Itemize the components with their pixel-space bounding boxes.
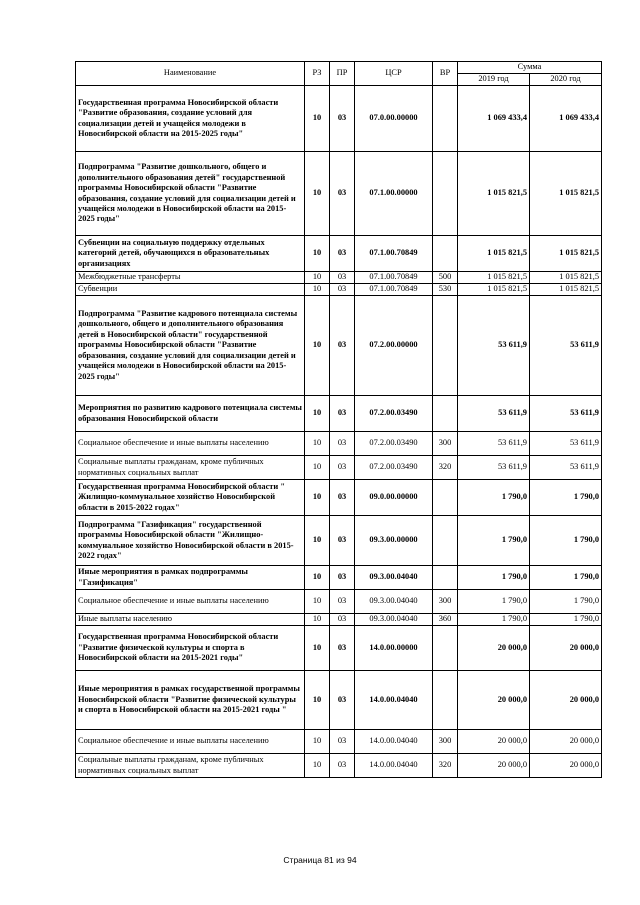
row-rz: 10 xyxy=(305,456,330,480)
row-csr: 09.0.00.00000 xyxy=(355,480,433,516)
row-sum-2020: 53 611,9 xyxy=(530,396,602,432)
row-csr: 07.1.00.00000 xyxy=(355,152,433,236)
row-pr: 03 xyxy=(330,284,355,296)
row-rz: 10 xyxy=(305,516,330,566)
row-vr xyxy=(433,671,458,730)
row-csr: 14.0.00.00000 xyxy=(355,626,433,671)
row-vr: 530 xyxy=(433,284,458,296)
row-sum-2020: 1 790,0 xyxy=(530,566,602,590)
row-sum-2019: 1 790,0 xyxy=(458,614,530,626)
row-rz: 10 xyxy=(305,296,330,396)
row-sum-2019: 20 000,0 xyxy=(458,730,530,754)
row-pr: 03 xyxy=(330,86,355,152)
row-sum-2020: 20 000,0 xyxy=(530,626,602,671)
row-rz: 10 xyxy=(305,754,330,778)
row-sum-2020: 1 015 821,5 xyxy=(530,152,602,236)
table-row xyxy=(76,614,602,626)
row-csr: 07.0.00.00000 xyxy=(355,86,433,152)
header-csr: ЦСР xyxy=(355,62,433,86)
table-row xyxy=(76,480,602,516)
row-vr: 300 xyxy=(433,730,458,754)
header-pr: ПР xyxy=(330,62,355,86)
row-sum-2020: 1 790,0 xyxy=(530,480,602,516)
row-rz: 10 xyxy=(305,236,330,272)
row-name: Иные мероприятия в рамках государственной программы Новосибирской области "Развитие физической культуры и спорта в Новосибирской области на 2015-2021 годы " xyxy=(76,671,305,730)
table-row xyxy=(76,152,602,236)
row-csr: 07.1.00.70849 xyxy=(355,284,433,296)
row-vr xyxy=(433,396,458,432)
row-rz: 10 xyxy=(305,730,330,754)
row-sum-2020: 53 611,9 xyxy=(530,432,602,456)
row-vr xyxy=(433,516,458,566)
budget-table xyxy=(75,61,602,778)
table-row xyxy=(76,396,602,432)
row-rz: 10 xyxy=(305,284,330,296)
row-name: Иные мероприятия в рамках подпрограммы "Газификация" xyxy=(76,566,305,590)
row-name: Социальное обеспечение и иные выплаты населению xyxy=(76,730,305,754)
row-name: Иные выплаты населению xyxy=(76,614,305,626)
row-sum-2019: 20 000,0 xyxy=(458,626,530,671)
row-pr: 03 xyxy=(330,590,355,614)
row-rz: 10 xyxy=(305,480,330,516)
row-sum-2019: 20 000,0 xyxy=(458,754,530,778)
row-csr: 09.3.00.00000 xyxy=(355,516,433,566)
row-rz: 10 xyxy=(305,614,330,626)
row-pr: 03 xyxy=(330,566,355,590)
table-row xyxy=(76,236,602,272)
row-sum-2020: 20 000,0 xyxy=(530,754,602,778)
row-csr: 07.2.00.03490 xyxy=(355,432,433,456)
row-sum-2020: 53 611,9 xyxy=(530,296,602,396)
row-csr: 09.3.00.04040 xyxy=(355,614,433,626)
row-vr: 300 xyxy=(433,590,458,614)
row-name: Субвенции на социальную поддержку отдельных категорий детей, обучающихся в образовательных организациях xyxy=(76,236,305,272)
row-csr: 07.2.00.00000 xyxy=(355,296,433,396)
row-name: Мероприятия по развитию кадрового потенциала системы образования Новосибирской области xyxy=(76,396,305,432)
row-name: Государственная программа Новосибирской области " Жилищно-коммунальное хозяйство Новосибирской области в 2015-2022 годах" xyxy=(76,480,305,516)
row-name: Подпрограмма "Газификация" государственной программы Новосибирской области "Жилищно-коммунальное хозяйство Новосибирской области в 2015-2022 годах" xyxy=(76,516,305,566)
row-pr: 03 xyxy=(330,152,355,236)
row-sum-2019: 53 611,9 xyxy=(458,296,530,396)
row-sum-2019: 1 015 821,5 xyxy=(458,284,530,296)
row-sum-2020: 20 000,0 xyxy=(530,730,602,754)
header-year-2019: 2019 год xyxy=(458,74,530,86)
header-year-2020: 2020 год xyxy=(530,74,602,86)
row-csr: 09.3.00.04040 xyxy=(355,566,433,590)
row-vr xyxy=(433,296,458,396)
row-sum-2020: 1 015 821,5 xyxy=(530,272,602,284)
row-rz: 10 xyxy=(305,671,330,730)
row-name: Подпрограмма "Развитие кадрового потенциала системы дошкольного, общего и дополнительного образования детей в Новосибирской области" государственной программы Новосибирской области "Развитие образования, создание условий для социализации детей и учащейся молодежи в Новосибирской области на 2015-2025 годы" xyxy=(76,296,305,396)
row-vr: 300 xyxy=(433,432,458,456)
header-sum: Сумма xyxy=(458,62,602,74)
row-sum-2020: 1 790,0 xyxy=(530,590,602,614)
row-sum-2020: 1 069 433,4 xyxy=(530,86,602,152)
row-name: Государственная программа Новосибирской области "Развитие физической культуры и спорта в Новосибирской области на 2015-2021 годы" xyxy=(76,626,305,671)
row-sum-2019: 1 015 821,5 xyxy=(458,152,530,236)
row-sum-2020: 20 000,0 xyxy=(530,671,602,730)
table-row xyxy=(76,456,602,480)
row-rz: 10 xyxy=(305,626,330,671)
row-sum-2019: 1 015 821,5 xyxy=(458,272,530,284)
table-row xyxy=(76,516,602,566)
row-pr: 03 xyxy=(330,626,355,671)
row-sum-2019: 20 000,0 xyxy=(458,671,530,730)
row-pr: 03 xyxy=(330,396,355,432)
row-csr: 14.0.00.04040 xyxy=(355,730,433,754)
row-pr: 03 xyxy=(330,671,355,730)
row-rz: 10 xyxy=(305,152,330,236)
row-pr: 03 xyxy=(330,754,355,778)
row-sum-2019: 1 069 433,4 xyxy=(458,86,530,152)
row-sum-2020: 1 015 821,5 xyxy=(530,236,602,272)
row-vr: 500 xyxy=(433,272,458,284)
row-vr: 320 xyxy=(433,456,458,480)
table-row xyxy=(76,754,602,778)
row-sum-2019: 1 790,0 xyxy=(458,516,530,566)
table-header xyxy=(76,62,602,86)
row-sum-2019: 1 790,0 xyxy=(458,566,530,590)
row-sum-2019: 53 611,9 xyxy=(458,432,530,456)
table-row xyxy=(76,272,602,284)
row-pr: 03 xyxy=(330,432,355,456)
row-vr xyxy=(433,626,458,671)
row-vr xyxy=(433,152,458,236)
row-rz: 10 xyxy=(305,590,330,614)
row-name: Субвенции xyxy=(76,284,305,296)
row-vr xyxy=(433,236,458,272)
row-csr: 14.0.00.04040 xyxy=(355,671,433,730)
table-row xyxy=(76,296,602,396)
table-row xyxy=(76,86,602,152)
row-sum-2020: 1 790,0 xyxy=(530,516,602,566)
row-csr: 14.0.00.04040 xyxy=(355,754,433,778)
row-rz: 10 xyxy=(305,566,330,590)
row-vr: 360 xyxy=(433,614,458,626)
row-sum-2020: 53 611,9 xyxy=(530,456,602,480)
header-vr: ВР xyxy=(433,62,458,86)
row-sum-2019: 53 611,9 xyxy=(458,456,530,480)
row-sum-2020: 1 015 821,5 xyxy=(530,284,602,296)
row-sum-2019: 1 015 821,5 xyxy=(458,236,530,272)
row-rz: 10 xyxy=(305,396,330,432)
row-name: Социальное обеспечение и иные выплаты населению xyxy=(76,432,305,456)
row-pr: 03 xyxy=(330,516,355,566)
page-number: Страница 81 из 94 xyxy=(283,855,357,865)
row-pr: 03 xyxy=(330,236,355,272)
row-pr: 03 xyxy=(330,456,355,480)
row-rz: 10 xyxy=(305,432,330,456)
table-row xyxy=(76,566,602,590)
row-name: Межбюджетные трансферты xyxy=(76,272,305,284)
row-pr: 03 xyxy=(330,480,355,516)
table-row xyxy=(76,432,602,456)
row-name: Социальные выплаты гражданам, кроме публичных нормативных социальных выплат xyxy=(76,456,305,480)
row-name: Государственная программа Новосибирской области "Развитие образования, создание условий для социализации детей и учащейся молодежи в Новосибирской области на 2015-2025 годы" xyxy=(76,86,305,152)
row-csr: 07.2.00.03490 xyxy=(355,456,433,480)
table-row xyxy=(76,590,602,614)
row-pr: 03 xyxy=(330,730,355,754)
table-row xyxy=(76,626,602,671)
row-name: Социальные выплаты гражданам, кроме публичных нормативных социальных выплат xyxy=(76,754,305,778)
row-pr: 03 xyxy=(330,614,355,626)
table-row xyxy=(76,730,602,754)
row-rz: 10 xyxy=(305,272,330,284)
header-name: Наименование xyxy=(76,62,305,86)
row-pr: 03 xyxy=(330,296,355,396)
header-rz: РЗ xyxy=(305,62,330,86)
row-name: Подпрограмма "Развитие дошкольного, общего и дополнительного образования детей" государственной программы Новосибирской области "Развитие образования, создание условий для социализации детей и учащейся молодежи в Новосибирской области на 2015-2025 годы" xyxy=(76,152,305,236)
row-vr xyxy=(433,480,458,516)
row-sum-2019: 53 611,9 xyxy=(458,396,530,432)
row-sum-2019: 1 790,0 xyxy=(458,590,530,614)
row-csr: 07.1.00.70849 xyxy=(355,236,433,272)
row-csr: 07.2.00.03490 xyxy=(355,396,433,432)
row-vr xyxy=(433,86,458,152)
table-row xyxy=(76,671,602,730)
row-sum-2020: 1 790,0 xyxy=(530,614,602,626)
row-pr: 03 xyxy=(330,272,355,284)
table-row xyxy=(76,284,602,296)
row-vr: 320 xyxy=(433,754,458,778)
row-csr: 09.3.00.04040 xyxy=(355,590,433,614)
row-name: Социальное обеспечение и иные выплаты населению xyxy=(76,590,305,614)
row-rz: 10 xyxy=(305,86,330,152)
row-csr: 07.1.00.70849 xyxy=(355,272,433,284)
row-sum-2019: 1 790,0 xyxy=(458,480,530,516)
row-vr xyxy=(433,566,458,590)
